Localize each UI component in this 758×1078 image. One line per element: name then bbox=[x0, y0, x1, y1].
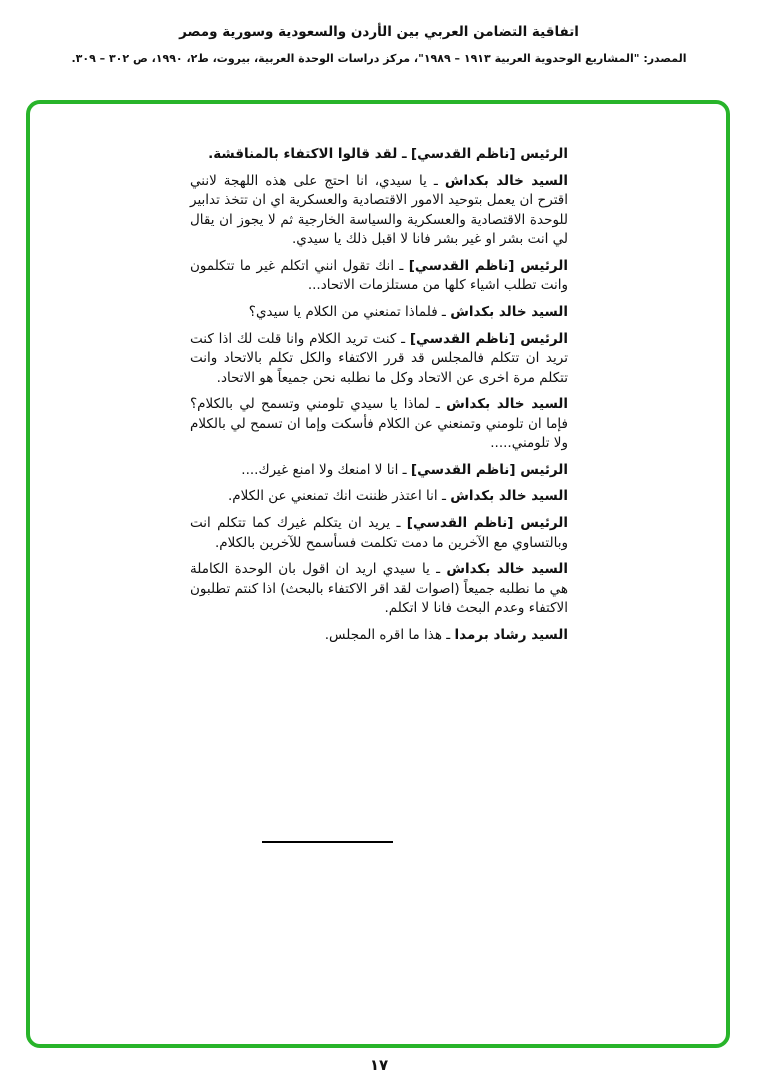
speaker-name: السيد رشاد برمدا bbox=[454, 626, 568, 643]
speaker-name: السيد خالد بكداش bbox=[450, 303, 568, 320]
dialogue-paragraph bbox=[190, 145, 568, 165]
speaker-name: الرئيس [ناظم القدسي] bbox=[409, 330, 568, 347]
dialogue-text: ـ كنت تريد الكلام وانا قلت لك اذا كنت تريد ان تتكلم فالمجلس قد قرر الاكتفاء والكل تكلم بالاتحاد وانت تتكلم مرة اخرى عن الاتحاد وكل ما نطلبه نحن جميعاً هو الاتحاد. bbox=[190, 330, 568, 386]
speaker-name: الرئيس [ناظم القدسي] bbox=[408, 257, 568, 274]
dialogue-paragraph bbox=[190, 395, 568, 454]
dialogue-text: ـ انا لا امنعك ولا امنع غيرك.... bbox=[241, 461, 407, 478]
dialogue-paragraph bbox=[190, 487, 568, 507]
dialogue-text: ـ انك تقول انني اتكلم غير ما تتكلمون وانت تطلب اشياء كلها من مستلزمات الاتحاد... bbox=[190, 257, 568, 294]
dialogue-content bbox=[190, 145, 568, 652]
document-header bbox=[0, 24, 758, 65]
dialogue-paragraph bbox=[190, 461, 568, 481]
dialogue-text: ـ هذا ما اقره المجلس. bbox=[324, 626, 451, 643]
speaker-name: الرئيس [ناظم القدسي] bbox=[406, 515, 568, 531]
speaker-name: السيد خالد بكداش bbox=[446, 396, 568, 413]
dialogue-paragraph bbox=[190, 330, 568, 389]
dialogue-text: ـ يريد ان يتكلم غيرك كما تتكلم انت وبالتساوي مع الآخرين ما دمت تكلمت فسأسمح للآخرين بالكلام. bbox=[190, 515, 568, 551]
dialogue-paragraph bbox=[190, 172, 568, 250]
dialogue-paragraph bbox=[190, 626, 568, 646]
speaker-name: السيد خالد بكداش bbox=[446, 561, 568, 578]
dialogue-text: ـ يا سيدي اريد ان اقول بان الوحدة الكاملة هي ما نطلبه جميعاً (اصوات لقد اقر الاكتفاء بالبحث) اذا كنتم تطلبون الاكتفاء وعدم البحث فانا لا اتكلم. bbox=[190, 561, 568, 617]
dialogue-paragraph bbox=[190, 560, 568, 619]
document-title: اتفاقية التضامن العربي بين الأردن والسعودية وسورية ومصر bbox=[179, 24, 579, 40]
dialogue-text: ـ لقد قالوا الاكتفاء بالمناقشة. bbox=[208, 146, 407, 162]
dialogue-text: ـ فلماذا تمنعني من الكلام يا سيدي؟ bbox=[248, 303, 446, 320]
dialogue-text: ـ انا اعتذر ظننت انك تمنعني عن الكلام. bbox=[227, 488, 446, 505]
speaker-name: الرئيس [ناظم القدسي] bbox=[410, 461, 568, 478]
dialogue-paragraph bbox=[190, 514, 568, 553]
source-citation: المصدر: "المشاريع الوحدوية العربية ١٩١٣ – ١٩٨٩"، مركز دراسات الوحدة العربية، بيروت، ط٢، ١٩٩٠، ص ٣٠٢ – ٣٠٩. bbox=[71, 52, 687, 65]
dialogue-paragraph bbox=[190, 257, 568, 296]
speaker-name: الرئيس [ناظم القدسي] bbox=[410, 146, 568, 162]
speaker-name: السيد خالد بكداش bbox=[450, 488, 568, 505]
page-number: ١٧ bbox=[369, 1056, 389, 1074]
dialogue-text: ـ لماذا يا سيدي تلومني وتسمح لي بالكلام؟ فإما ان تلومني وتمنعني عن الكلام فأسكت وإما ان تسمح لي بالكلام ولا تلومني..... bbox=[190, 396, 568, 452]
dialogue-text: ـ يا سيدي، انا احتج على هذه اللهجة لانني اقترح ان يعمل بتوحيد الامور الاقتصادية والعسكرية اي ان تتخذ تدابير للوحدة الاقتصادية والعسكرية والسياسة الخارجية ثم لا يجوز ان يقال لي انت بشر او غير بشر فانا لا اقبل ذلك يا سيدي. bbox=[190, 172, 568, 248]
speaker-name: السيد خالد بكداش bbox=[444, 172, 568, 189]
dialogue-paragraph bbox=[190, 303, 568, 323]
divider-rule bbox=[262, 841, 393, 843]
